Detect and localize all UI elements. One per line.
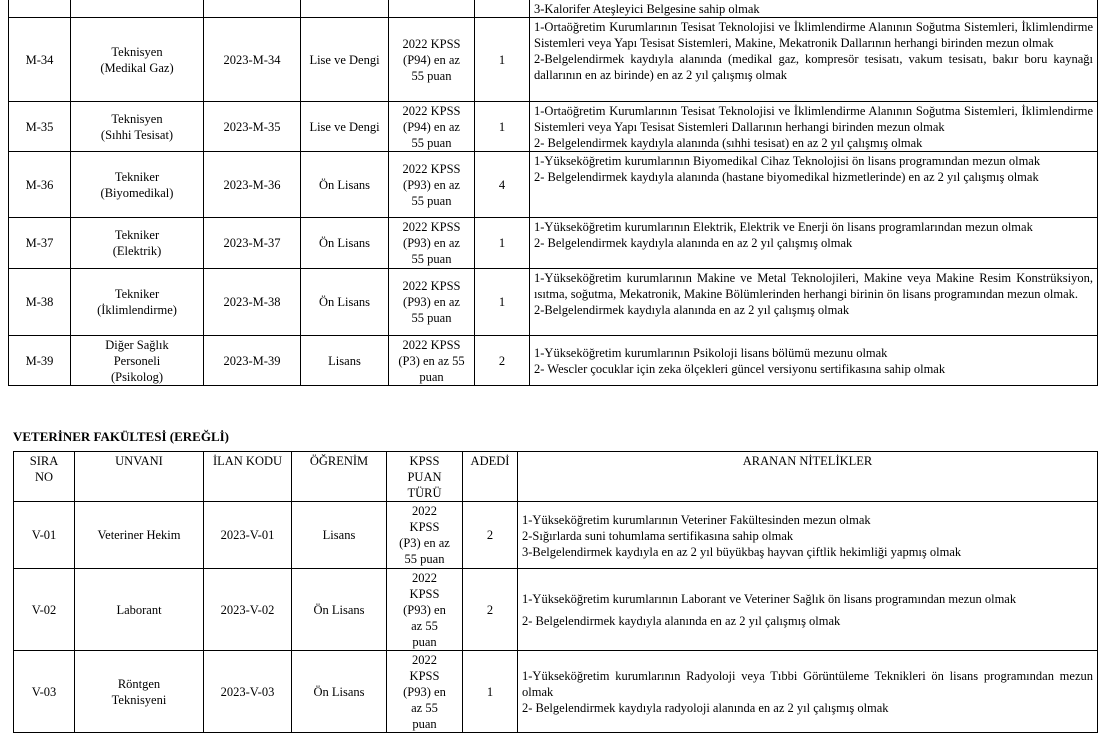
table-row (9, 336, 1098, 386)
requirements-cell (518, 502, 1098, 569)
requirements-cell (530, 102, 1098, 152)
announcement-code: 2023-M-35 (204, 102, 301, 152)
position-title: Teknisyen (Medikal Gaz) (71, 18, 204, 102)
requirement-text: 2- Belgelendirmek kaydıyla radyoloji alanında en az 2 yıl çalışmış olmak (522, 701, 889, 715)
announcement-code: 2023-M-36 (204, 152, 301, 218)
position-count: 1 (463, 651, 518, 733)
table-row (9, 102, 1098, 152)
table-row (9, 0, 1098, 18)
requirements-cell (530, 152, 1098, 218)
requirement-text: 1-Yükseköğretim kurumlarının Veteriner Fakültesinden mezun olmak (522, 512, 871, 527)
table-header-row (14, 452, 1098, 502)
position-title: Tekniker (Biyomedikal) (71, 152, 204, 218)
position-count: 2 (463, 502, 518, 569)
education-level: Ön Lisans (301, 152, 389, 218)
requirement-text: 2- Wescler çocuklar için zeka ölçekleri güncel versiyonu sertifikasına sahip olmak (534, 362, 946, 376)
requirement-text: 1-Yükseköğretim kurumlarının Elektrik, Elektrik ve Enerji ön lisans programlarından mezun olmak (534, 220, 1033, 234)
section-title: VETERİNER FAKÜLTESİ (EREĞLİ) (13, 429, 229, 444)
education-level: Ön Lisans (292, 651, 387, 733)
requirements-cell (530, 18, 1098, 102)
announcement-code: 2023-V-01 (204, 502, 292, 569)
requirement-text: 1-Ortaöğretim Kurumlarının Tesisat Teknolojisi ve İklimlendirme Alanının Soğutma Sistemleri, İklimlendirme Sistemleri veya Yapı Tesisat Sistemleri, Makine, Mekatronik Dallarının herhangi birinden mezun olmak (534, 20, 1093, 50)
position-title: Tekniker (İklimlendirme) (71, 269, 204, 336)
row-number: M-37 (9, 218, 71, 269)
requirements-cell (518, 651, 1098, 733)
table-row (14, 502, 1098, 569)
row-number: V-01 (14, 502, 75, 569)
header-education: ÖĞRENİM (292, 452, 387, 502)
header-requirements: ARANAN NİTELİKLER (518, 452, 1098, 502)
education-level: Lise ve Dengi (301, 102, 389, 152)
requirement-text: 2-Sığırlarda suni tohumlama sertifikasına sahip olmak (522, 528, 794, 543)
education-level: Ön Lisans (301, 218, 389, 269)
header-code: İLAN KODU (204, 452, 292, 502)
requirement-text: 3-Kalorifer Ateşleyici Belgesine sahip olmak (534, 2, 760, 16)
announcement-code: 2023-M-38 (204, 269, 301, 336)
announcement-code: 2023-M-37 (204, 218, 301, 269)
requirements-cell (530, 269, 1098, 336)
position-count: 1 (475, 102, 530, 152)
requirement-text: 1-Yükseköğretim kurumlarının Psikoloji lisans bölümü mezunu olmak (534, 346, 888, 360)
requirement-text: 2- Belgelendirmek kaydıyla alanında en az 2 yıl çalışmış olmak (534, 236, 853, 250)
row-number: M-38 (9, 269, 71, 336)
positions-table-medical (8, 0, 1098, 386)
requirement-text: 1-Yükseköğretim kurumlarının Laborant ve Veteriner Sağlık ön lisans programından mezun olmak (522, 592, 1017, 606)
header-kpss: KPSS PUAN TÜRÜ (387, 452, 463, 502)
positions-table-veterinary (13, 451, 1098, 733)
table-row (9, 218, 1098, 269)
education-level: Ön Lisans (301, 269, 389, 336)
kpss-score-type: 2022 KPSS (P94) en az 55 puan (389, 102, 475, 152)
requirements-cell (518, 569, 1098, 651)
announcement-code: 2023-V-02 (204, 569, 292, 651)
position-title: Laborant (75, 569, 204, 651)
position-title: Röntgen Teknisyeni (75, 651, 204, 733)
position-count: 2 (475, 336, 530, 386)
requirement-text: 2-Belgelendirmek kaydıyla alanında (medikal gaz, kompresör tesisatı, vakum tesisatı, bakır boru kaynağı dallarının en az birinde) en az 2 yıl çalışmış olmak (534, 52, 1093, 82)
education-level: Lisans (292, 502, 387, 569)
row-number: V-02 (14, 569, 75, 651)
education-level: Lise ve Dengi (301, 18, 389, 102)
kpss-score-type: 2022 KPSS (P93) en az 55 puan (387, 651, 463, 733)
requirement-text: 2-Belgelendirmek kaydıyla alanında en az 2 yıl çalışmış olmak (534, 303, 850, 317)
kpss-score-type: 2022 KPSS (P94) en az 55 puan (389, 18, 475, 102)
position-count: 2 (463, 569, 518, 651)
position-count: 1 (475, 218, 530, 269)
position-count: 4 (475, 152, 530, 218)
position-count: 1 (475, 18, 530, 102)
kpss-score-type: 2022 KPSS (P3) en az 55 puan (389, 336, 475, 386)
position-title: Tekniker (Elektrik) (71, 218, 204, 269)
position-title: Diğer Sağlık Personeli (Psikolog) (71, 336, 204, 386)
requirements-cell (530, 336, 1098, 386)
position-count: 1 (475, 269, 530, 336)
row-number: M-34 (9, 18, 71, 102)
header-title: UNVANI (75, 452, 204, 502)
kpss-score-type: 2022 KPSS (P93) en az 55 puan (389, 152, 475, 218)
row-number: M-39 (9, 336, 71, 386)
announcement-code: 2023-V-03 (204, 651, 292, 733)
requirements-cell (530, 218, 1098, 269)
kpss-score-type: 2022 KPSS (P93) en az 55 puan (387, 569, 463, 651)
row-number: V-03 (14, 651, 75, 733)
requirement-text: 1-Ortaöğretim Kurumlarının Tesisat Teknolojisi ve İklimlendirme Alanının Soğutma Sistemleri, İklimlendirme Sistemleri veya Yapı Tesisat Sistemleri Dallarının herhangi birinden mezun olmak (534, 104, 1093, 134)
requirement-text: 2- Belgelendirmek kaydıyla alanında (sıhhi tesisat) en az 2 yıl çalışmış olmak (534, 136, 923, 150)
announcement-code: 2023-M-39 (204, 336, 301, 386)
position-title: Veteriner Hekim (75, 502, 204, 569)
requirement-text: 2- Belgelendirmek kaydıyla alanında en az 2 yıl çalışmış olmak (522, 614, 841, 628)
table-row (9, 18, 1098, 102)
requirement-text: 2- Belgelendirmek kaydıyla alanında (hastane biyomedikal hizmetlerinde) en az 2 yıl çalışmış olmak (534, 170, 1039, 184)
position-title: Teknisyen (Sıhhi Tesisat) (71, 102, 204, 152)
table-row (14, 651, 1098, 733)
announcement-code: 2023-M-34 (204, 18, 301, 102)
table-row (14, 569, 1098, 651)
row-number: M-35 (9, 102, 71, 152)
education-level: Lisans (301, 336, 389, 386)
requirement-text: 1-Yükseköğretim kurumlarının Biyomedikal Cihaz Teknolojisi ön lisans programından mezun olmak (534, 154, 1041, 168)
requirement-text: 1-Yükseköğretim kurumlarının Makine ve Metal Teknolojileri, Makine veya Makine Resim Konstrüksiyon, ısıtma, soğutma, Mekatronik, Makine Bölümlerinden herhangi birinin ön lisans programından mezun olmak. (534, 271, 1093, 301)
requirement-text: 1-Yükseköğretim kurumlarının Radyoloji veya Tıbbi Görüntüleme Teknikleri ön lisans programından mezun olmak (522, 669, 1093, 699)
table-row (9, 152, 1098, 218)
education-level: Ön Lisans (292, 569, 387, 651)
row-number: M-36 (9, 152, 71, 218)
header-count: ADEDİ (463, 452, 518, 502)
kpss-score-type: 2022 KPSS (P3) en az 55 puan (387, 502, 463, 569)
kpss-score-type: 2022 KPSS (P93) en az 55 puan (389, 218, 475, 269)
kpss-score-type: 2022 KPSS (P93) en az 55 puan (389, 269, 475, 336)
table-row (9, 269, 1098, 336)
header-row-number: SIRA NO (14, 452, 75, 502)
requirements-cell (530, 0, 1098, 18)
requirement-text: 3-Belgelendirmek kaydıyla en az 2 yıl büyükbaş hayvan çiftlik hekimliği yapmış olmak (522, 544, 962, 559)
